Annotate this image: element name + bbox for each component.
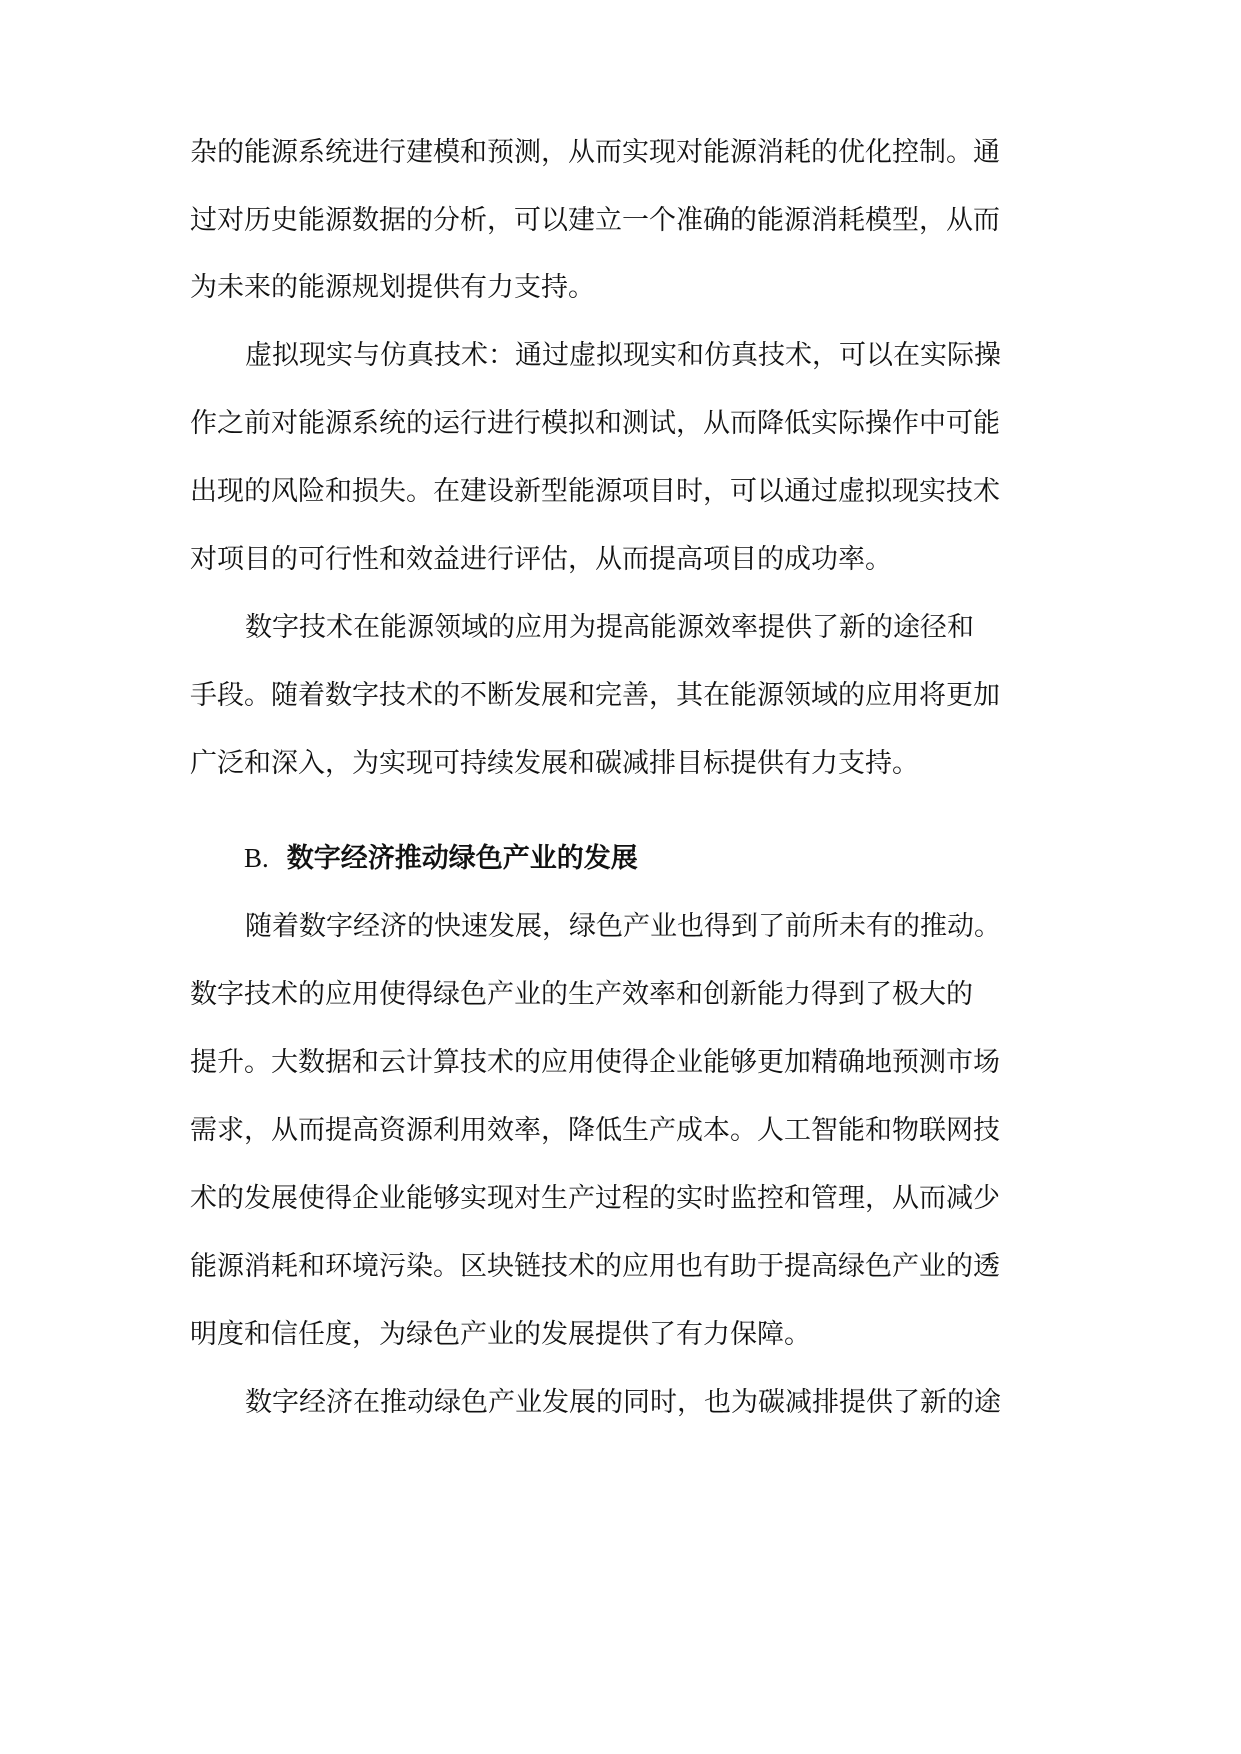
section-heading [244, 838, 638, 878]
paragraph-line: 作之前对能源系统的运行进行模拟和测试，从而降低实际操作中可能 [190, 408, 1000, 439]
paragraph-line: 对项目的可行性和效益进行评估，从而提高项目的成功率。 [190, 544, 892, 575]
paragraph-line: 出现的风险和损失。在建设新型能源项目时，可以通过虚拟现实技术 [190, 476, 1000, 507]
paragraph-line: 杂的能源系统进行建模和预测，从而实现对能源消耗的优化控制。通 [190, 137, 1000, 168]
paragraph-line: 提升。大数据和云计算技术的应用使得企业能够更加精确地预测市场 [190, 1047, 1000, 1078]
paragraph-line: 过对历史能源数据的分析，可以建立一个准确的能源消耗模型，从而 [190, 205, 1000, 236]
paragraph-line: 术的发展使得企业能够实现对生产过程的实时监控和管理，从而减少 [190, 1183, 1000, 1214]
paragraph-line: 需求，从而提高资源利用效率，降低生产成本。人工智能和物联网技 [190, 1115, 1000, 1146]
paragraph-line: 能源消耗和环境污染。区块链技术的应用也有助于提高绿色产业的透 [190, 1251, 1000, 1282]
paragraph-line: 虚拟现实与仿真技术：通过虚拟现实和仿真技术，可以在实际操 [245, 340, 1001, 371]
paragraph-line: 为未来的能源规划提供有力支持。 [190, 272, 595, 303]
paragraph-line: 数字技术的应用使得绿色产业的生产效率和创新能力得到了极大的 [190, 979, 973, 1010]
section-number: B. [244, 843, 269, 873]
paragraph-line: 随着数字经济的快速发展，绿色产业也得到了前所未有的推动。 [245, 911, 1001, 942]
paragraph-line: 手段。随着数字技术的不断发展和完善，其在能源领域的应用将更加 [190, 680, 1000, 711]
paragraph-line: 明度和信任度，为绿色产业的发展提供了有力保障。 [190, 1319, 811, 1350]
section-title: 数字经济推动绿色产业的发展 [286, 843, 638, 874]
paragraph-line: 数字经济在推动绿色产业发展的同时，也为碳减排提供了新的途 [245, 1387, 1001, 1418]
paragraph-line: 数字技术在能源领域的应用为提高能源效率提供了新的途径和 [245, 612, 974, 643]
paragraph-line: 广泛和深入，为实现可持续发展和碳减排目标提供有力支持。 [190, 748, 919, 779]
